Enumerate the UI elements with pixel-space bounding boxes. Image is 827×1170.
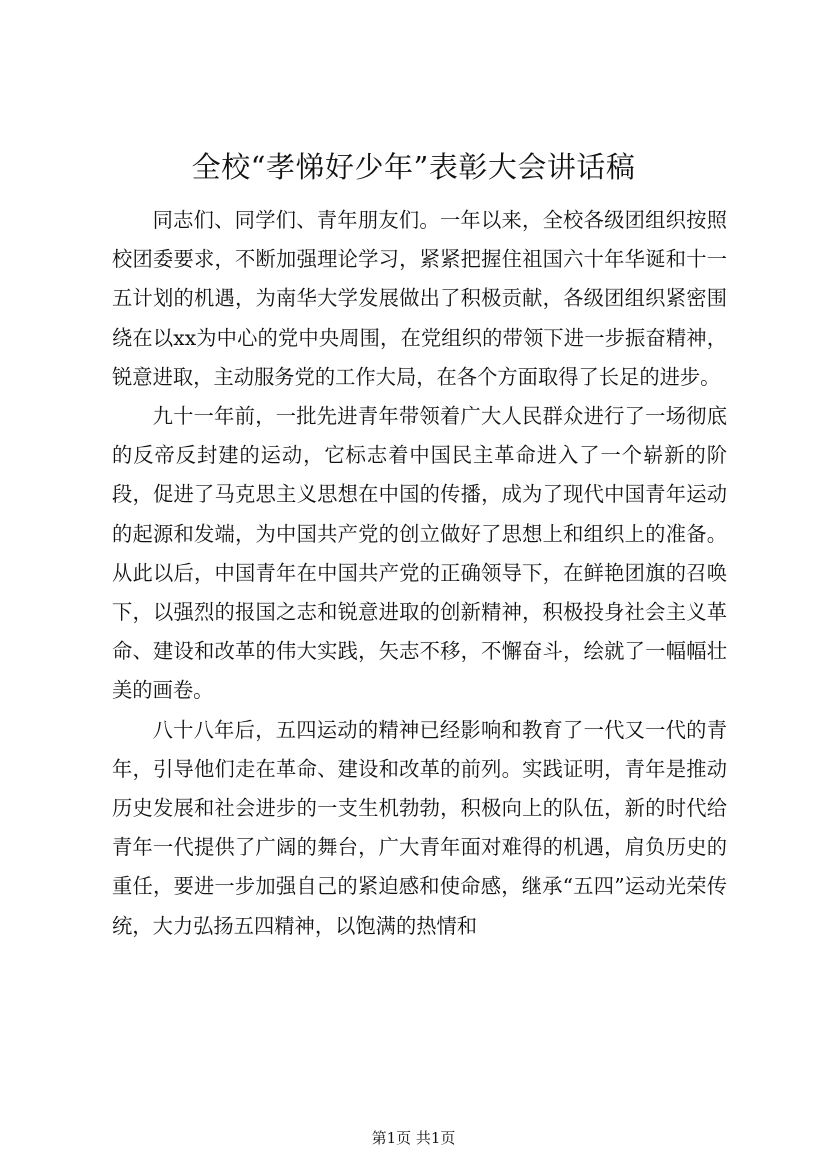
page-number-footer: 第1页 共1页 xyxy=(371,1129,456,1147)
paragraph-3: 八十八年后，五四运动的精神已经影响和教育了一代又一代的青年，引导他们走在革命、建设和改革的前列。实践证明，青年是推动历史发展和社会进步的一支生机勃勃，积极向上的队伍，新的时代给青年一代提供了广阔的舞台，广大青年面对难得的机遇，肩负历史的重任，要进一步加强自己的紧迫感和使命感，继承“五四”运动光荣传统，大力弘扬五四精神，以饱满的热情和 xyxy=(112,717,727,938)
document-body xyxy=(112,201,727,946)
paragraph-1: 同志们、同学们、青年朋友们。一年以来，全校各级团组织按照校团委要求，不断加强理论学习，紧紧把握住祖国六十年华诞和十一五计划的机遇，为南华大学发展做出了积极贡献，各级团组织紧密围绕在以xx为中心的党中央周围，在党组织的带领下进一步振奋精神，锐意进取，主动服务党的工作大局，在各个方面取得了长足的进步。 xyxy=(112,208,727,389)
paragraph-2: 九十一年前，一批先进青年带领着广大人民群众进行了一场彻底的反帝反封建的运动，它标志着中国民主革命进入了一个崭新的阶段，促进了马克思主义思想在中国的传播，成为了现代中国青年运动的起源和发端，为中国共产党的创立做好了思想上和组织上的准备。从此以后，中国青年在中国共产党的正确领导下，在鲜艳团旗的召唤下，以强烈的报国之志和锐意进取的创新精神，积极投身社会主义革命、建设和改革的伟大实践，矢志不移，不懈奋斗，绘就了一幅幅壮美的画卷。 xyxy=(112,404,727,703)
document-title: 全校“孝悌好少年”表彰大会讲话稿 xyxy=(191,150,636,184)
